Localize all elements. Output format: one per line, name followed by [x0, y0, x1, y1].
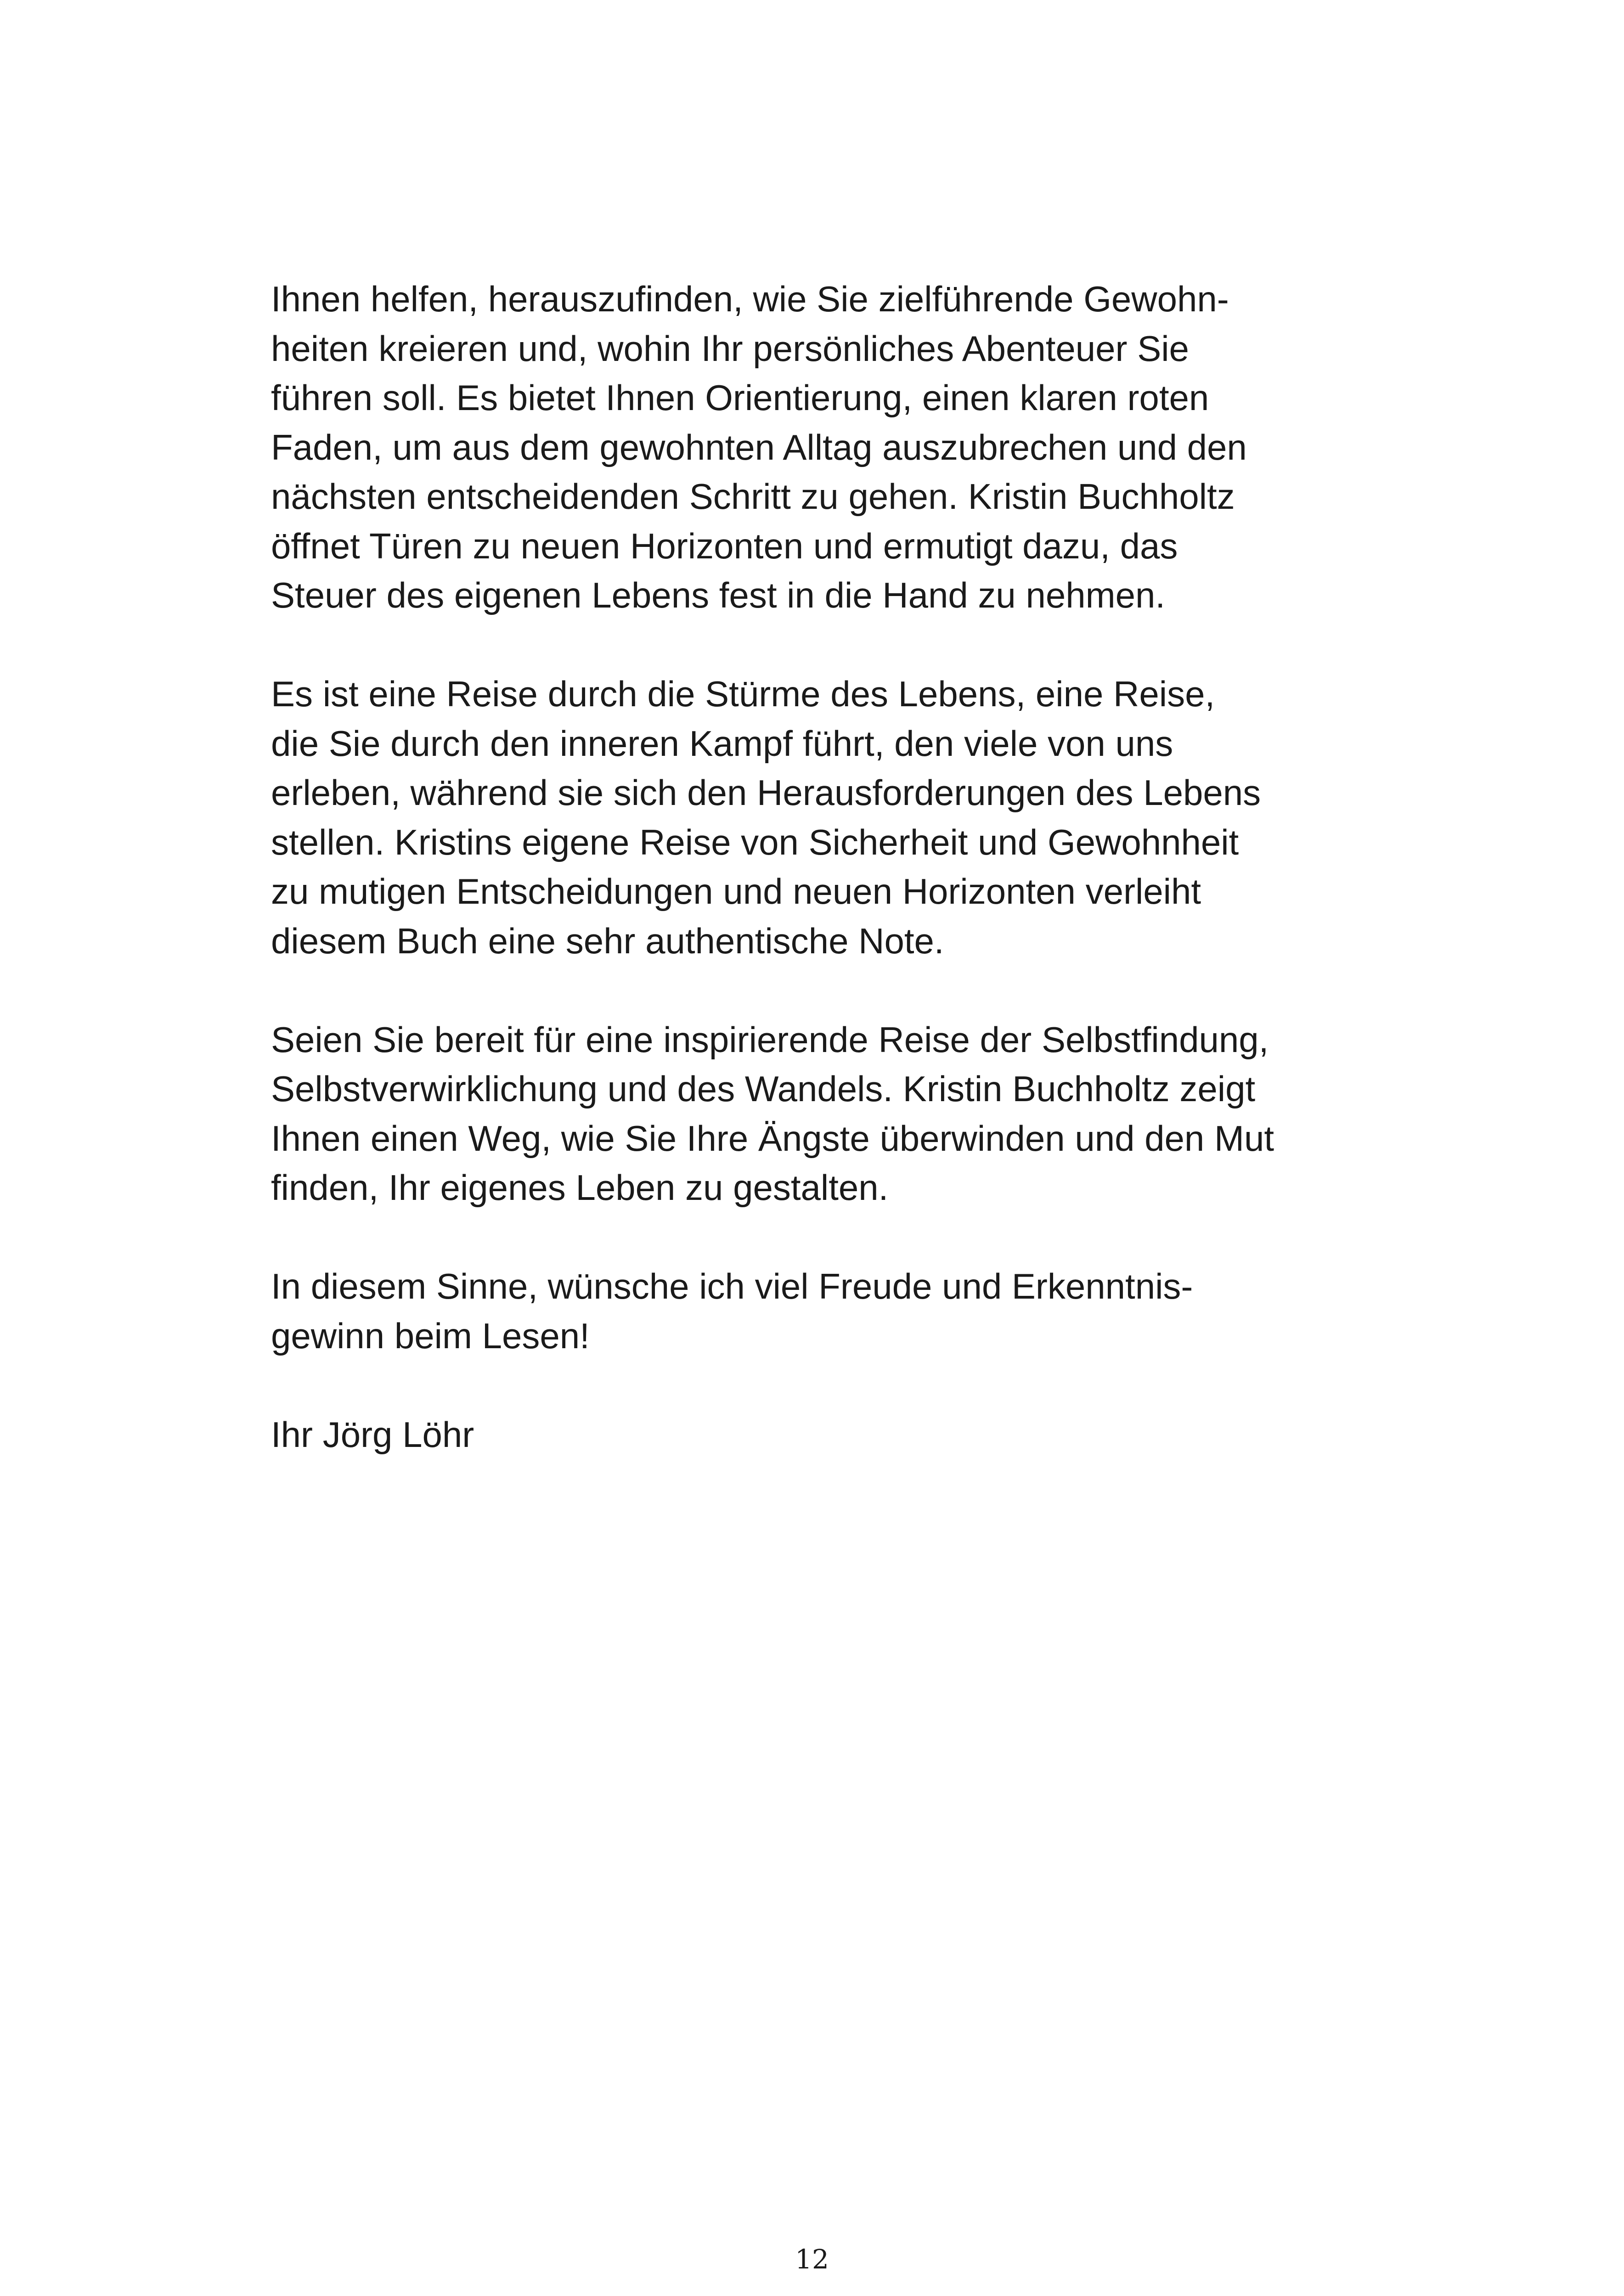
signature: [271, 1410, 1341, 1460]
text-line: Ihnen einen Weg, wie Sie Ihre Ängste überwinden und den Mut: [271, 1118, 1274, 1159]
paragraph-3: [271, 1015, 1341, 1213]
text-line: finden, Ihr eigenes Leben zu gestalten.: [271, 1167, 889, 1208]
text-line: In diesem Sinne, wünsche ich viel Freude und Erkenntnis-: [271, 1266, 1193, 1306]
text-line: Faden, um aus dem gewohnten Alltag auszubrechen und den: [271, 427, 1247, 467]
body-text: [271, 275, 1341, 1459]
text-line: Ihnen helfen, herauszufinden, wie Sie zielführende Gewohn-: [271, 279, 1229, 319]
signature-text: Ihr Jörg Löhr: [271, 1414, 474, 1455]
text-line: zu mutigen Entscheidungen und neuen Horizonten verleiht: [271, 871, 1201, 912]
text-line: öffnet Türen zu neuen Horizonten und ermutigt dazu, das: [271, 525, 1178, 566]
text-line: führen soll. Es bietet Ihnen Orientierung, einen klaren roten: [271, 377, 1209, 418]
text-line: stellen. Kristins eigene Reise von Sicherheit und Gewohnheit: [271, 822, 1239, 862]
text-line: diesem Buch eine sehr authentische Note.: [271, 920, 944, 961]
text-line: Seien Sie bereit für eine inspirierende Reise der Selbstfindung,: [271, 1019, 1269, 1060]
text-line: gewinn beim Lesen!: [271, 1315, 590, 1356]
paragraph-1: [271, 275, 1341, 620]
text-line: heiten kreieren und, wohin Ihr persönliches Abenteuer Sie: [271, 328, 1189, 369]
text-line: Selbstverwirklichung und des Wandels. Kristin Buchholtz zeigt: [271, 1069, 1256, 1109]
paragraph-2: [271, 670, 1341, 966]
page-number: 12: [795, 2244, 829, 2275]
text-line: Es ist eine Reise durch die Stürme des Lebens, eine Reise,: [271, 674, 1215, 714]
text-line: nächsten entscheidenden Schritt zu gehen. Kristin Buchholtz: [271, 476, 1235, 517]
text-line: erleben, während sie sich den Herausforderungen des Lebens: [271, 772, 1261, 813]
text-line: Steuer des eigenen Lebens fest in die Hand zu nehmen.: [271, 575, 1166, 615]
paragraph-4: [271, 1262, 1341, 1361]
text-line: die Sie durch den inneren Kampf führt, den viele von uns: [271, 723, 1173, 764]
